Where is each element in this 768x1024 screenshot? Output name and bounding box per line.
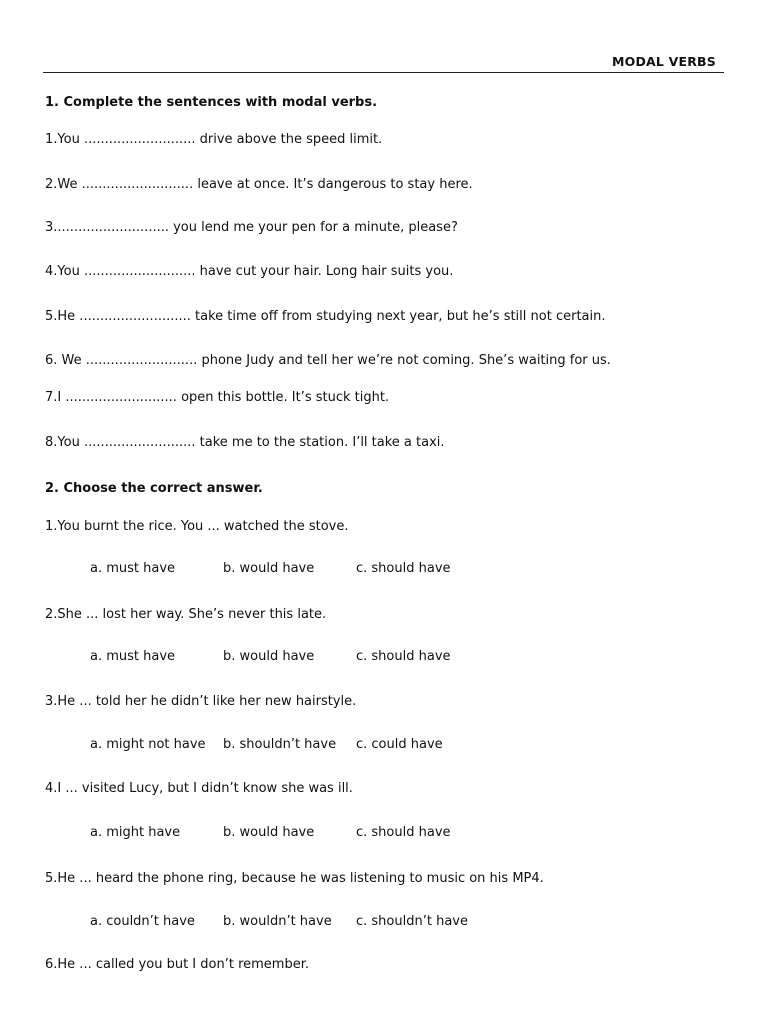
option-a: a. might not have [90, 737, 206, 752]
option-b: b. would have [223, 561, 315, 576]
answer-options [90, 561, 510, 579]
exercise-1-item: 7.I ........................... open this bottle. It’s stuck tight. [45, 390, 390, 405]
option-c: c. should have [356, 825, 451, 840]
exercise-1-item: 3............................ you lend me your pen for a minute, please? [45, 220, 458, 235]
question-text: 2.She ... lost her way. She’s never this late. [45, 607, 327, 622]
answer-options [90, 914, 510, 932]
answer-options [90, 737, 510, 755]
option-a: a. must have [90, 561, 176, 576]
section-2-title: 2. Choose the correct answer. [45, 481, 263, 496]
exercise-1-item: 8.You ........................... take me to the station. I’ll take a taxi. [45, 435, 445, 450]
option-c: c. should have [356, 649, 451, 664]
option-c: c. could have [356, 737, 443, 752]
question-text: 5.He ... heard the phone ring, because he was listening to music on his MP4. [45, 871, 544, 886]
option-b: b. shouldn’t have [223, 737, 337, 752]
option-c: c. should have [356, 561, 451, 576]
answer-options [90, 649, 510, 667]
option-a: a. might have [90, 825, 181, 840]
question-text: 3.He ... told her he didn’t like her new hairstyle. [45, 694, 357, 709]
exercise-1-item: 1.You ........................... drive above the speed limit. [45, 132, 383, 147]
exercise-1-item: 2.We ........................... leave at once. It’s dangerous to stay here. [45, 177, 473, 192]
option-a: a. couldn’t have [90, 914, 195, 929]
exercise-1-item: 6. We ........................... phone Judy and tell her we’re not coming. She’s waiting for us. [45, 353, 611, 368]
option-b: b. would have [223, 649, 315, 664]
section-1-title: 1. Complete the sentences with modal verbs. [45, 95, 378, 110]
exercise-1-item: 4.You ........................... have cut your hair. Long hair suits you. [45, 264, 454, 279]
option-c: c. shouldn’t have [356, 914, 468, 929]
question-text: 6.He ... called you but I don’t remember. [45, 957, 309, 972]
question-text: 4.I ... visited Lucy, but I didn’t know she was ill. [45, 781, 353, 796]
answer-options [90, 825, 510, 843]
exercise-1-item: 5.He ........................... take time off from studying next year, but he’s still not certain. [45, 309, 606, 324]
option-a: a. must have [90, 649, 176, 664]
page-header [43, 54, 724, 73]
page-title: MODAL VERBS [611, 54, 716, 69]
option-b: b. would have [223, 825, 315, 840]
question-text: 1.You burnt the rice. You ... watched the stove. [45, 519, 349, 534]
option-b: b. wouldn’t have [223, 914, 332, 929]
